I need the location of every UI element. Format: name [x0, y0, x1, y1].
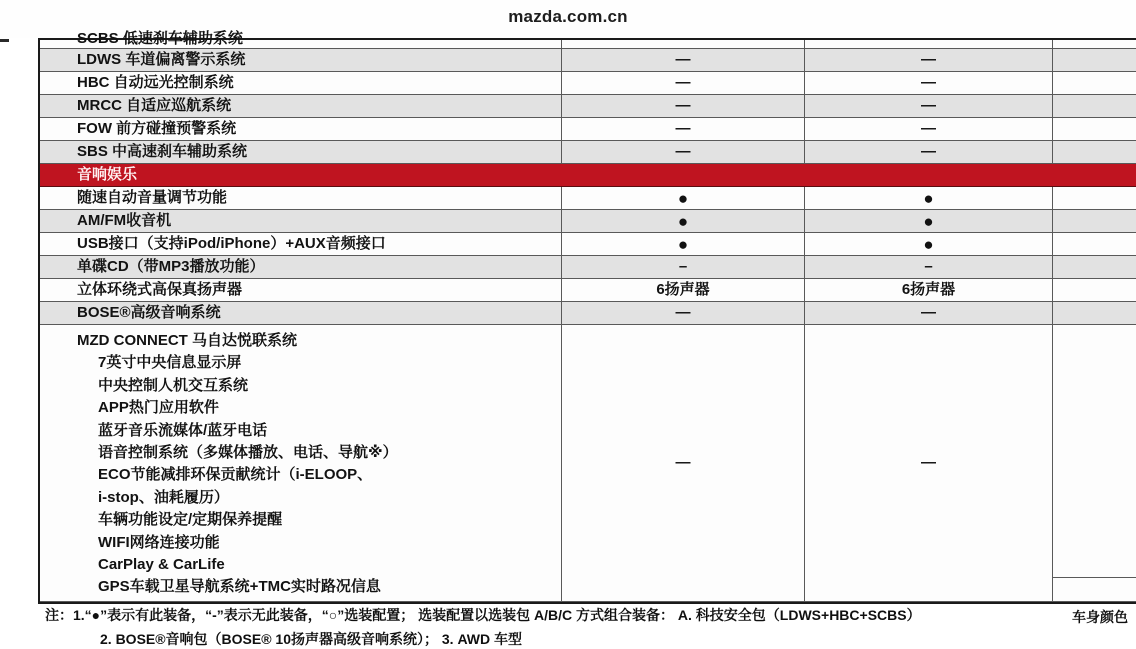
not-equipped-dash: — — [675, 74, 691, 91]
table-row — [40, 210, 1136, 233]
not-equipped-dash: — — [921, 51, 936, 68]
equipped-dot: ● — [923, 188, 934, 208]
right-column-cell — [1053, 118, 1136, 140]
footnote-line1: 注：1.“●”表示有此装备，“-”表示无此装备，“○”选装配置； 选装配置以选装包 A/B/C 方式组合装备： A. 科技安全包（LDWS+HBC+SCBS） — [45, 607, 921, 623]
value-cell — [805, 49, 1053, 71]
feature-label-cell — [40, 279, 562, 301]
feature-label: 随速自动音量调节功能 — [77, 189, 228, 206]
value-cell — [805, 72, 1053, 94]
site-title: mazda.com.cn — [508, 7, 628, 26]
not-equipped-dash: — — [675, 454, 691, 471]
right-column-cell — [1053, 141, 1136, 163]
feature-label-line: APP热门应用软件 — [98, 399, 219, 417]
value-cell — [562, 325, 805, 601]
table-row — [40, 325, 1136, 602]
right-column-cell — [1053, 95, 1136, 117]
feature-label-line: 蓝牙音乐流媒体/蓝牙电话 — [98, 421, 268, 439]
equipped-dot: ● — [923, 211, 934, 231]
value-cell — [805, 187, 1053, 209]
feature-label: SBS 中高速刹车辅助系统 — [77, 143, 248, 160]
value-cell — [562, 40, 805, 48]
value-cell — [562, 279, 805, 301]
feature-label-cell — [40, 256, 562, 278]
equipped-dot: ● — [677, 188, 689, 208]
feature-label: BOSE®高级音响系统 — [77, 304, 221, 321]
not-equipped-dash: — — [921, 454, 936, 471]
feature-label: MRCC 自适应巡航系统 — [77, 97, 232, 114]
feature-label: FOW 前方碰撞预警系统 — [77, 120, 237, 137]
table-row — [40, 256, 1136, 279]
feature-label: SCBS 低速刹车辅助系统 — [77, 30, 243, 47]
value-cell — [805, 325, 1053, 601]
right-column-cell — [1053, 49, 1136, 71]
equipped-dot: ● — [677, 211, 689, 231]
feature-label-line: i-stop、油耗履历） — [98, 488, 229, 506]
table-row — [40, 95, 1136, 118]
value-text: 6扬声器 — [656, 281, 710, 298]
left-edge-line-fragment — [0, 39, 9, 42]
not-equipped-dash: — — [921, 120, 936, 137]
right-column-cell — [1053, 302, 1136, 324]
not-equipped-dash: — — [675, 143, 691, 160]
table-row — [40, 49, 1136, 72]
not-equipped-dash: — — [675, 97, 691, 114]
feature-label-cell — [40, 325, 562, 601]
feature-label: 立体环绕式高保真扬声器 — [77, 281, 243, 298]
section-banner-audio-entertainment — [40, 164, 1136, 187]
value-cell — [562, 233, 805, 255]
table-row — [40, 30, 1136, 49]
table-row — [40, 187, 1136, 210]
right-column-lower-cell — [1053, 578, 1136, 601]
spec-table — [38, 30, 1136, 604]
right-column-upper-cell — [1053, 325, 1136, 578]
value-cell — [562, 95, 805, 117]
feature-label-cell — [40, 302, 562, 324]
value-cell — [562, 49, 805, 71]
feature-label-cell — [40, 72, 562, 94]
feature-label-line: 7英寸中央信息显示屏 — [98, 354, 242, 372]
right-column-cell — [1053, 187, 1136, 209]
feature-label-cell — [40, 233, 562, 255]
not-equipped-dash: — — [675, 304, 691, 321]
value-cell — [805, 210, 1053, 232]
value-cell — [805, 233, 1053, 255]
feature-label-line: 中央控制人机交互系统 — [98, 376, 249, 394]
table-row — [40, 233, 1136, 256]
not-equipped-dash: — — [921, 143, 936, 160]
right-column-cell — [1053, 256, 1136, 278]
value-text: 6扬声器 — [901, 281, 956, 298]
feature-label-line: 车辆功能设定/定期保养提醒 — [98, 511, 283, 529]
value-cell — [562, 118, 805, 140]
right-column-cell — [1053, 210, 1136, 232]
table-row — [40, 141, 1136, 164]
right-column-cell — [1053, 279, 1136, 301]
feature-label-cell — [40, 49, 562, 71]
feature-label-line: GPS车载卫星导航系统+TMC实时路况信息 — [98, 578, 381, 596]
feature-label-line: ECO节能减排环保贡献统计（i-ELOOP、 — [98, 466, 373, 484]
value-cell — [562, 210, 805, 232]
value-cell — [562, 302, 805, 324]
value-cell — [805, 302, 1053, 324]
right-column-cell — [1053, 72, 1136, 94]
value-cell — [805, 118, 1053, 140]
not-equipped-dash: — — [675, 51, 691, 68]
feature-label: USB接口（支持iPod/iPhone）+AUX音频接口 — [77, 235, 386, 252]
equipped-dot: ● — [677, 234, 689, 254]
feature-label: 单碟CD（带MP3播放功能） — [77, 258, 265, 275]
table-row — [40, 279, 1136, 302]
feature-label-cell — [40, 210, 562, 232]
feature-label-line: 语音控制系统（多媒体播放、电话、导航※） — [98, 444, 398, 462]
footnote-line2-clipped: 2. BOSE®音响包（BOSE® 10扬声器高级音响系统）； 3. AWD 车型 — [100, 631, 523, 647]
value-cell — [805, 95, 1053, 117]
body-color-label: 车身颜色 — [1072, 609, 1128, 625]
right-column-cell — [1053, 40, 1136, 48]
value-cell — [805, 256, 1053, 278]
right-column-cell — [1053, 325, 1136, 601]
feature-label-cell — [40, 118, 562, 140]
value-cell — [805, 279, 1053, 301]
value-cell — [805, 141, 1053, 163]
not-equipped-dash: — — [921, 74, 936, 91]
value-cell — [562, 187, 805, 209]
table-row — [40, 118, 1136, 141]
table-row — [40, 302, 1136, 325]
feature-label: AM/FM收音机 — [77, 212, 172, 229]
equipped-dot: ● — [923, 234, 934, 254]
not-equipped-dash: – — [678, 258, 688, 275]
not-equipped-dash: — — [921, 97, 936, 114]
value-cell — [562, 141, 805, 163]
not-equipped-dash: – — [924, 258, 933, 275]
right-column-cell — [1053, 233, 1136, 255]
feature-label-line: MZD CONNECT 马自达悦联系统 — [77, 332, 297, 349]
value-cell — [562, 256, 805, 278]
not-equipped-dash: — — [675, 120, 691, 137]
feature-label-cell — [40, 187, 562, 209]
feature-label-cell — [40, 30, 562, 48]
feature-label-line: WIFI网络连接功能 — [98, 533, 220, 551]
value-cell — [805, 40, 1053, 48]
feature-label-cell — [40, 141, 562, 163]
feature-label: LDWS 车道偏离警示系统 — [77, 51, 246, 68]
table-row — [40, 72, 1136, 95]
not-equipped-dash: — — [921, 304, 936, 321]
section-banner-label: 音响娱乐 — [77, 166, 138, 183]
value-cell — [562, 72, 805, 94]
feature-label: HBC 自动远光控制系统 — [77, 74, 234, 91]
feature-label-cell — [40, 95, 562, 117]
feature-label-line: CarPlay & CarLife — [98, 556, 225, 574]
